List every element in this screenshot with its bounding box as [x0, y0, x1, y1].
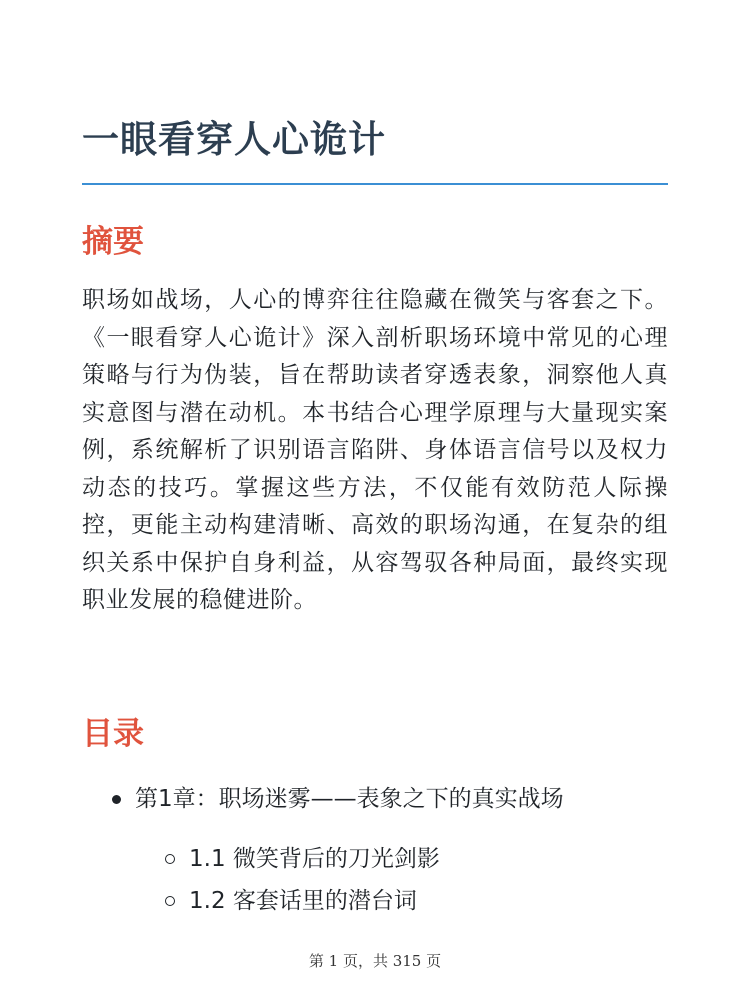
abstract-heading: 摘要 [82, 224, 144, 260]
page-number-footer: 第 1 页，共 315 页 [308, 952, 442, 970]
toc-heading: 目录 [82, 716, 144, 752]
toc-chapter-item[interactable] [82, 778, 668, 820]
toc-section-label: 1.2 客套话里的潜台词 [189, 888, 417, 914]
title-divider [82, 183, 668, 185]
abstract-paragraph: 职场如战场，人心的博弈往往隐藏在微笑与客套之下。《一眼看穿人心诡计》深入剖析职场环境中常见的心理策略与行为伪装，旨在帮助读者穿透表象，洞察他人真实意图与潜在动机。本书结合心理学原理与大量现实案例，系统解析了识别语言陷阱、身体语言信号以及权力动态的技巧。掌握这些方法，不仅能有效防范人际操控，更能主动构建清晰、高效的职场沟通，在复杂的组织关系中保护自身利益，从容驾驭各种局面，最终实现职业发展的稳健进阶。 [82, 287, 668, 613]
bullet-circle-icon [165, 854, 175, 864]
bullet-circle-icon [165, 896, 175, 906]
toc-list [82, 778, 668, 820]
document-title: 一眼看穿人心诡计 [82, 118, 386, 161]
toc-section-label: 1.1 微笑背后的刀光剑影 [189, 846, 440, 872]
bullet-disc-icon [112, 795, 121, 804]
toc-chapter-label: 第1章：职场迷雾——表象之下的真实战场 [135, 786, 564, 812]
